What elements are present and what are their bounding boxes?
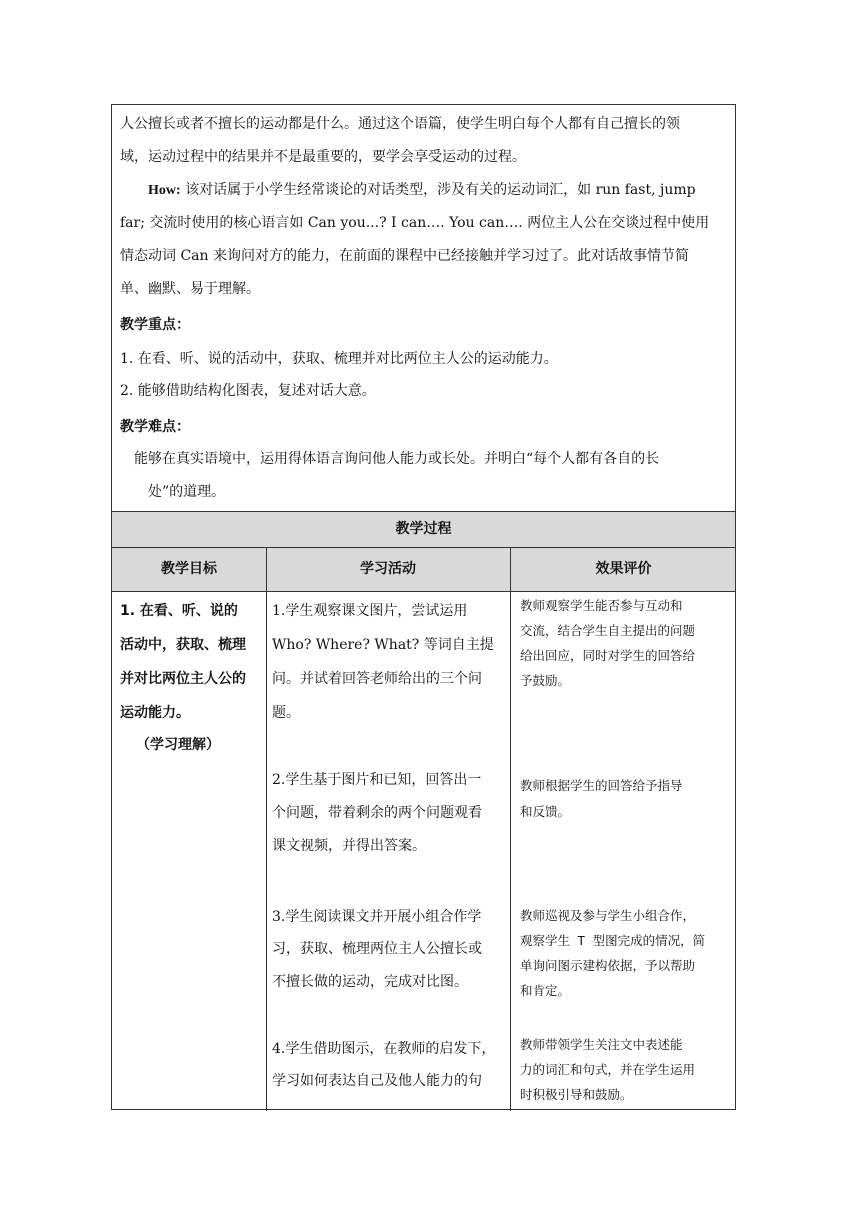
intro-line-2: 域，运动过程中的结果并不是最重要的，要学会享受运动的过程。: [120, 149, 526, 165]
divider: [112, 591, 735, 592]
how-paragraph-line-1: [148, 182, 696, 199]
evaluation-4-line-2: 力的词汇和句式，并在学生运用: [520, 1062, 696, 1077]
activity-1-line-1: 1.学生观察课文图片，尝试运用: [272, 603, 468, 619]
intro-line-1: 人公擅长或者不擅长的运动都是什么。通过这个语篇，使学生明白每个人都有自己擅长的领: [120, 116, 680, 132]
activity-2-line-2: 个问题，带着剩余的两个问题观看: [272, 805, 482, 821]
process-title: 教学过程: [395, 521, 452, 537]
how-paragraph-line-2: far; 交流时使用的核心语言如 Can you...? I can…. You can…. 两位主人公在交谈过程中使用: [120, 215, 710, 231]
evaluation-4-line-1: 教师带领学生关注文中表述能: [520, 1037, 683, 1052]
evaluation-1-line-1: 教师观察学生能否参与互动和: [520, 598, 683, 613]
evaluation-3-line-3: 单询问图示建构依据，予以帮助: [520, 958, 696, 973]
goal-line-4: 运动能力。: [120, 705, 190, 721]
activity-4-line-2: 学习如何表达自己及他人能力的句: [272, 1073, 482, 1089]
key-point-item-1: 1. 在看、听、说的活动中，获取、梳理并对比两位主人公的运动能力。: [120, 351, 558, 367]
evaluation-4-line-3: 时积极引导和鼓励。: [520, 1087, 633, 1102]
activity-2-line-3: 课文视频，并得出答案。: [272, 838, 426, 854]
divider: [112, 511, 735, 512]
header-evaluation: 效果评价: [595, 561, 652, 577]
header-learning-activity: 学习活动: [360, 561, 416, 577]
goal-line-2: 活动中，获取、梳理: [120, 637, 246, 653]
difficulties-line-1: 能够在真实语境中，运用得体语言询问他人能力或长处。并明白“每个人都有各自的长: [134, 451, 660, 467]
activity-3-line-3: 不擅长做的运动，完成对比图。: [272, 974, 468, 990]
evaluation-1-line-3: 给出回应，同时对学生的回答给: [520, 648, 696, 663]
difficulties-title: 教学难点：: [120, 419, 190, 435]
evaluation-3-line-2: 观察学生 T 型图完成的情况，简: [520, 933, 706, 948]
column-divider-2: [510, 547, 511, 1111]
evaluation-3-line-1: 教师巡视及参与学生小组合作，: [520, 908, 696, 923]
activity-2-line-1: 2.学生基于图片和已知，回答出一: [272, 772, 482, 788]
evaluation-1-line-4: 予鼓励。: [520, 673, 571, 688]
goal-line-3: 并对比两位主人公的: [120, 671, 246, 687]
divider: [112, 547, 735, 548]
evaluation-2-line-2: 和反馈。: [520, 804, 571, 819]
how-paragraph-line-3: 情态动词 Can 来询问对方的能力，在前面的课程中已经接触并学习过了。此对话故事情节简: [120, 248, 689, 264]
how-label: How:: [148, 183, 181, 198]
activity-3-line-2: 习，获取、梳理两位主人公擅长或: [272, 941, 482, 957]
activity-4-line-1: 4.学生借助图示，在教师的启发下，: [272, 1041, 496, 1057]
activity-1-line-3: 问。并试着回答老师给出的三个问: [272, 671, 482, 687]
activity-1-line-4: 题。: [272, 705, 300, 721]
activity-3-line-1: 3.学生阅读课文并开展小组合作学: [272, 909, 482, 925]
evaluation-2-line-1: 教师根据学生的回答给予指导: [520, 778, 683, 793]
how-paragraph-line-4: 单、幽默、易于理解。: [120, 281, 260, 297]
key-point-item-2: 2. 能够借助结构化图表，复述对话大意。: [120, 383, 376, 399]
lesson-plan-table: [111, 104, 736, 1110]
column-divider-1: [266, 547, 267, 1111]
goal-tag: （学习理解）: [136, 737, 220, 753]
evaluation-3-line-4: 和肯定。: [520, 983, 571, 998]
activity-1-line-2: Who? Where? What? 等词自主提: [272, 637, 494, 653]
key-points-title: 教学重点：: [120, 317, 190, 333]
header-teaching-goal: 教学目标: [161, 561, 217, 577]
difficulties-line-2: 处”的道理。: [148, 484, 226, 500]
how-line-1-text: 该对话属于小学生经常谈论的对话类型，涉及有关的运动词汇，如 run fast, jump: [185, 182, 696, 198]
goal-line-1: 1. 在看、听、说的: [120, 603, 238, 619]
evaluation-1-line-2: 交流，结合学生自主提出的问题: [520, 623, 696, 638]
